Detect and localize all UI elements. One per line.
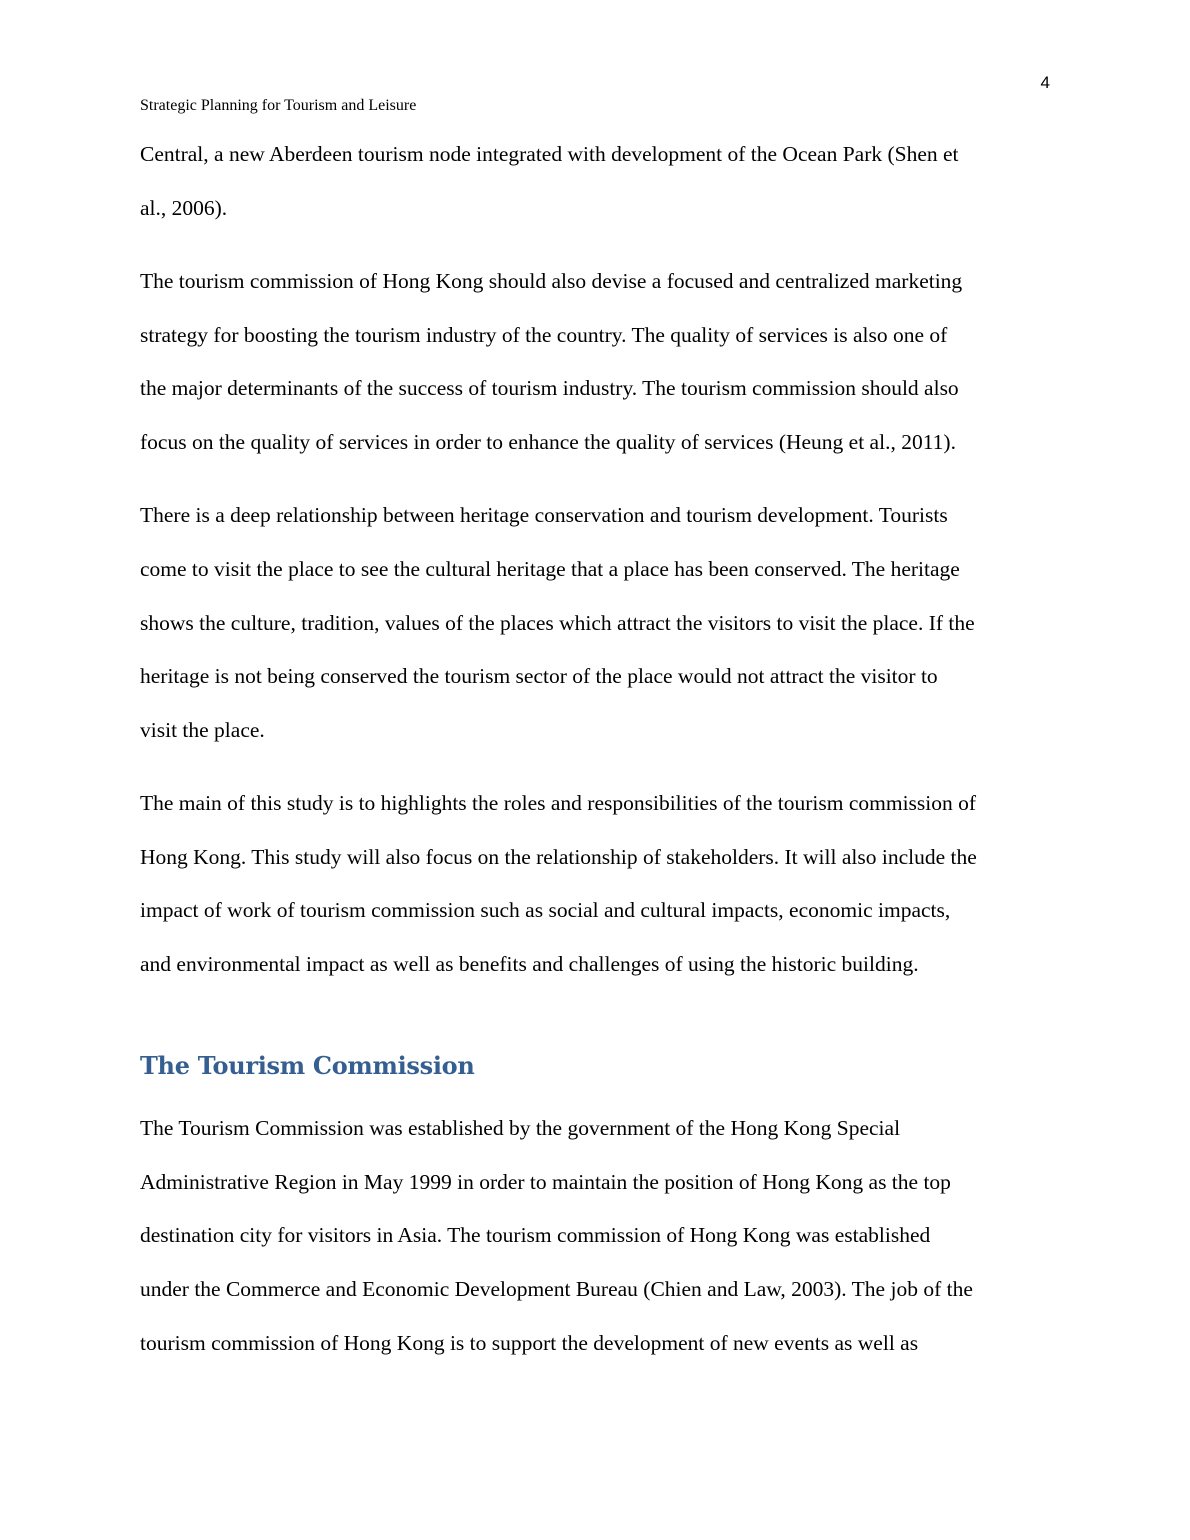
text-line: tourism commission of Hong Kong is to support the development of new events as well as [140, 1331, 919, 1355]
text-line: and environmental impact as well as benefits and challenges of using the historic building. [140, 952, 919, 976]
text-line: visit the place. [140, 718, 265, 742]
page-number: 4 [1040, 73, 1050, 92]
text-line: There is a deep relationship between heritage conservation and tourism development. Tourists [140, 503, 948, 527]
text-line: Central, a new Aberdeen tourism node integrated with development of the Ocean Park (Shen et [140, 142, 959, 166]
text-line: al., 2006). [140, 196, 228, 220]
text-line: heritage is not being conserved the tourism sector of the place would not attract the visitor to [140, 664, 938, 688]
text-line: Hong Kong. This study will also focus on the relationship of stakeholders. It will also include the [140, 845, 977, 869]
text-line: come to visit the place to see the cultural heritage that a place has been conserved. The heritage [140, 557, 960, 581]
text-line: shows the culture, tradition, values of the places which attract the visitors to visit the place. If the [140, 611, 975, 635]
text-line: under the Commerce and Economic Development Bureau (Chien and Law, 2003). The job of the [140, 1277, 973, 1301]
text-line: the major determinants of the success of tourism industry. The tourism commission should also [140, 376, 959, 400]
section-heading: The Tourism Commission [140, 1051, 475, 1080]
text-line: The tourism commission of Hong Kong should also devise a focused and centralized marketing [140, 269, 963, 293]
text-line: impact of work of tourism commission such as social and cultural impacts, economic impacts, [140, 898, 951, 922]
text-line: destination city for visitors in Asia. The tourism commission of Hong Kong was established [140, 1223, 931, 1247]
text-line: Administrative Region in May 1999 in order to maintain the position of Hong Kong as the top [140, 1170, 951, 1194]
running-head: Strategic Planning for Tourism and Leisure [140, 97, 417, 114]
text-line: focus on the quality of services in order to enhance the quality of services (Heung et al., 2011). [140, 430, 956, 454]
text-line: The Tourism Commission was established by the government of the Hong Kong Special [140, 1116, 901, 1140]
text-line: The main of this study is to highlights the roles and responsibilities of the tourism commission of [140, 791, 977, 815]
text-line: strategy for boosting the tourism industry of the country. The quality of services is also one of [140, 323, 948, 347]
